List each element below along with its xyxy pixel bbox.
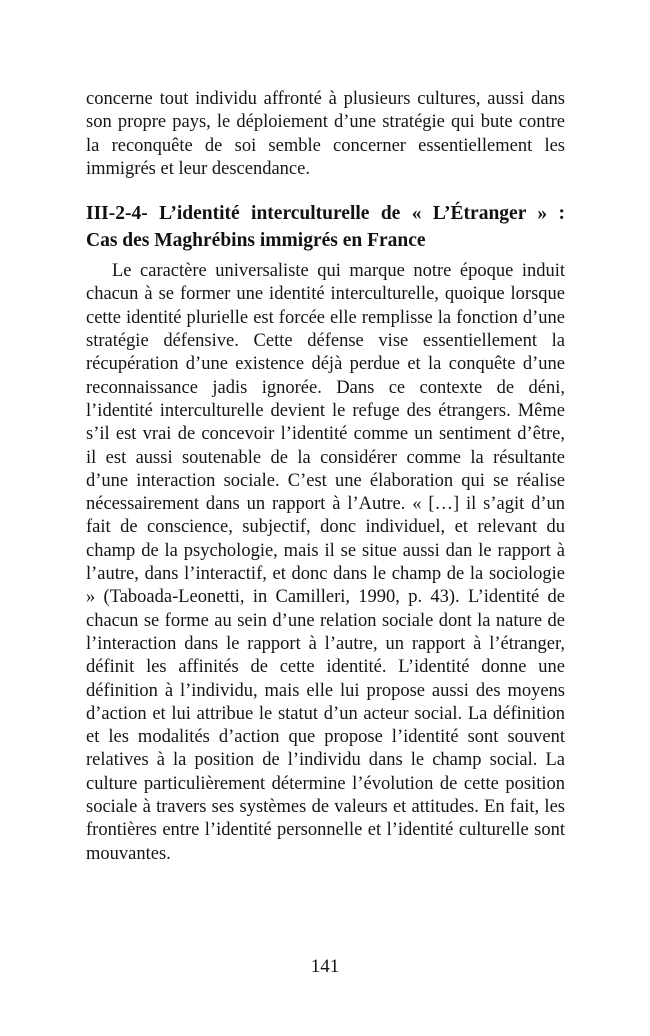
page-number: 141 bbox=[310, 956, 340, 977]
paragraph-body: Le caractère universaliste qui marque notre époque induit chacun à se former une identité interculturelle, quoique lorsque cette identité plurielle est forcée elle remplisse la fonction d’une stratégie défensive. Cette défense vise essentiellement la récupération d’une existence déjà perdue et la conquête d’une reconnaissance jadis ignorée. Dans ce contexte de déni, l’identité interculturelle devient le refuge des étrangers. Même s’il est vrai de concevoir l’identité comme un sentiment d’être, il est aussi soutenable de la considérer comme la résultante d’une interaction sociale. C’est une élaboration qui se réalise nécessairement dans un rapport à l’Autre. « […] il s’agit d’un fait de conscience, subjectif, donc individuel, et relevant du champ de la psychologie, mais il se situe aussi dan le rapport à l’autre, dans l’interactif, et donc dans le champ de la sociologie » (Taboada-Leonetti, in Camilleri, 1990, p. 43). L’identité de chacun se forme au sein d’une relation sociale dont la nature de l’interaction dans le rapport à l’autre, un rapport à l’étranger, définit les affinités de cette identité. L’identité donne une définition à l’individu, mais elle lui propose aussi des moyens d’action et lui attribue le statut d’un acteur social. La définition et les modalités d’action que propose l’identité sont souvent relatives à la position de l’individu dans le champ social. La culture particulièrement détermine l’évolution de cette position sociale à travers ses systèmes de valeurs et attitudes. En fait, les frontières entre l’identité personnelle et l’identité culturelle sont mouvantes. bbox=[86, 261, 565, 864]
section-heading-line2: Cas des Maghrébins immigrés en France bbox=[86, 229, 426, 251]
paragraph-continuation: concerne tout individu affronté à plusieurs cultures, aussi dans son propre pays, le déploiement d’une stratégie qui bute contre la reconquête de soi semble concerner essentiellement les immigrés et leur descendance. bbox=[86, 89, 565, 179]
section-heading-line1: III-2-4- L’identité interculturelle de « L’Étranger » : bbox=[86, 203, 565, 225]
section-heading bbox=[86, 201, 565, 254]
